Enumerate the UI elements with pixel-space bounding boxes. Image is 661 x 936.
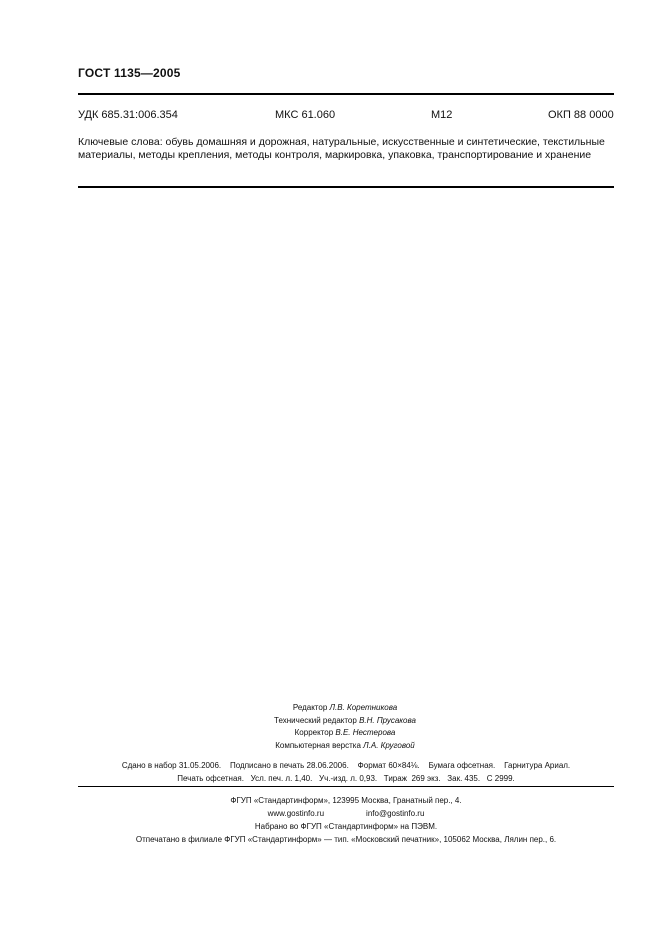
typeset-info: Набрано во ФГУП «Стандартинформ» на ПЭВМ. bbox=[254, 822, 438, 831]
credits-block bbox=[200, 702, 490, 752]
credit-corrector-name: В.Е. Нестерова bbox=[335, 728, 396, 737]
credit-corrector-label: Корректор bbox=[294, 728, 334, 737]
udk-code: УДК 685.31:006.354 bbox=[78, 109, 178, 121]
credit-editor bbox=[200, 702, 490, 715]
credit-corrector bbox=[200, 727, 490, 740]
publisher-email: info@gostinfo.ru bbox=[366, 809, 425, 818]
credit-layout-name: Л.А. Круговой bbox=[363, 740, 415, 750]
print-info-line-2: Печать офсетная. Усл. печ. л. 1,40. Уч.-изд. л. 0,93. Тираж 269 экз. Зак. 435. С 2999. bbox=[177, 773, 515, 783]
credit-editor-label: Редактор bbox=[292, 703, 328, 712]
print-info-block bbox=[78, 760, 614, 785]
credit-tech-editor-label: Технический редактор bbox=[274, 715, 357, 725]
keywords-paragraph: Ключевые слова: обувь домашняя и дорожная, натуральные, искусственные и синтетические, текстильные материалы, методы крепления, методы контроля, маркировка, упаковка, транспортирование и хранение bbox=[78, 136, 605, 161]
group-code: М12 bbox=[431, 109, 453, 121]
credit-editor-name: Л.В. Коретникова bbox=[329, 703, 398, 712]
publisher-block bbox=[78, 794, 614, 846]
mks-code: МКС 61.060 bbox=[275, 109, 336, 121]
credit-layout bbox=[200, 740, 490, 753]
keywords-divider bbox=[78, 186, 614, 188]
credit-layout-label: Компьютерная верстка bbox=[275, 740, 361, 750]
okp-code: ОКП 88 0000 bbox=[548, 109, 614, 121]
publisher-address: ФГУП «Стандартинформ», 123995 Москва, Гранатный пер., 4. bbox=[230, 796, 462, 805]
publisher-site: www.gostinfo.ru bbox=[267, 809, 325, 818]
header-divider bbox=[78, 93, 614, 95]
credit-tech-editor-name: В.Н. Прусакова bbox=[359, 715, 416, 725]
credit-tech-editor bbox=[200, 715, 490, 728]
document-code: ГОСТ 1135—2005 bbox=[78, 66, 181, 80]
publisher-contacts bbox=[78, 807, 614, 820]
printed-info: Отпечатано в филиале ФГУП «Стандартинформ» — тип. «Московский печатник», 105062 Москва, Лялин пер., 6. bbox=[135, 835, 557, 844]
print-info-line-1: Сдано в набор 31.05.2006. Подписано в печать 28.06.2006. Формат 60×84⅛. Бумага офсетная. Гарнитура Ариал. bbox=[121, 761, 571, 770]
imprint-divider bbox=[78, 786, 614, 787]
